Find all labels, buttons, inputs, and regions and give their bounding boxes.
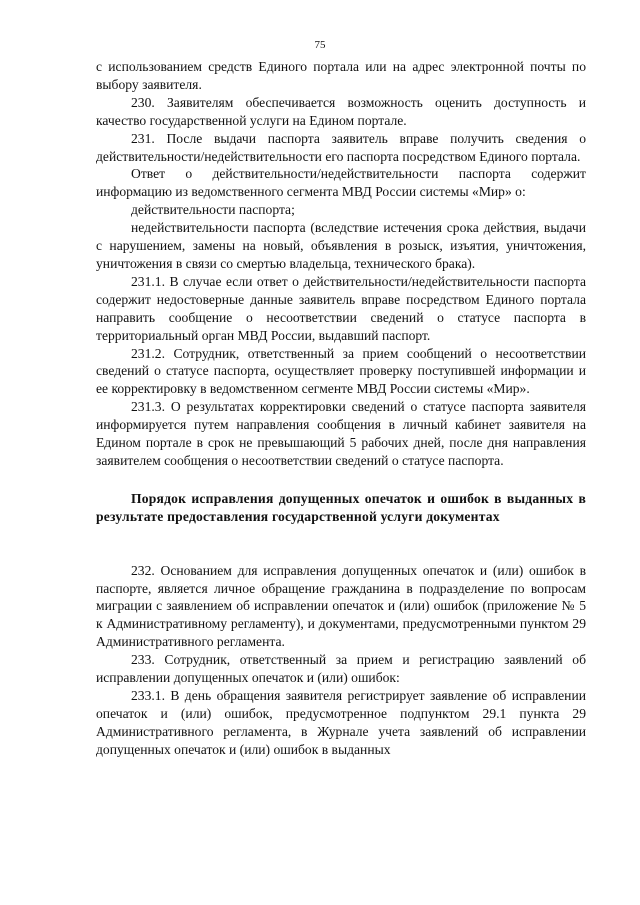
paragraph-231: 231. После выдачи паспорта заявитель вправе получить сведения о действительности/недействительности его паспорта посредством Единого портала.	[96, 130, 586, 164]
paragraph-230: 230. Заявителям обеспечивается возможность оценить доступность и качество государственной услуги на Едином портале.	[96, 94, 586, 128]
paragraph-invalidity-item: недействительности паспорта (вследствие истечения срока действия, выдачи с нарушением, замены на новый, объявления в розыск, изъятия, уничтожения, уничтожения в связи со смертью владельца, технического брака).	[96, 220, 586, 271]
paragraph-answer-info: Ответ о действительности/недействительности паспорта содержит информацию из ведомственного сегмента МВД России системы «Мир» о:	[96, 166, 586, 200]
paragraph-232: 232. Основанием для исправления допущенных опечаток и (или) ошибок в паспорте, является личное обращение гражданина в подразделение по вопросам миграции с заявлением об исправлении опечаток и (или) ошибок (приложение № 5 к Административному регламенту), и документами, предусмотренными пунктом 29 Административного регламента.	[96, 562, 586, 650]
paragraph-231-3: 231.3. О результатах корректировки сведений о статусе паспорта заявителя информируется путем направления сообщения в личный кабинет заявителя на Едином портале в срок не превышающий 5 рабочих дней, после дня направления заявителем сообщения о несоответствии сведений о статусе паспорта.	[96, 399, 586, 468]
paragraph-231-2: 231.2. Сотрудник, ответственный за прием сообщений о несоответствии сведений о статусе паспорта, осуществляет проверку поступившей информации и ее корректировку в ведомственном сегменте МВД России системы «Мир».	[96, 345, 586, 397]
paragraph-validity-item: действительности паспорта;	[131, 202, 295, 218]
paragraph-231-1: 231.1. В случае если ответ о действительности/недействительности паспорта содержит недостоверные данные заявитель вправе посредством Единого портала направить сообщение о несоответствии сведений о статусе паспорта в территориальный орган МВД России, выдавший паспорт.	[96, 273, 586, 343]
document-body	[96, 58, 586, 759]
page-number: 75	[314, 39, 326, 51]
paragraph-233: 233. Сотрудник, ответственный за прием и регистрацию заявлений об исправлении допущенных опечаток и (или) ошибок:	[96, 652, 586, 686]
paragraph-233-1: 233.1. В день обращения заявителя регистрирует заявление об исправлении опечаток и (или) ошибок, предусмотренное подпунктом 29.1 пункта 29 Административного регламента, в Журнале учета заявлений об исправлении допущенных опечаток и (или) ошибок в выданных	[96, 688, 586, 757]
paragraph-continuation: с использованием средств Единого портала или на адрес электронной почты по выбору заявителя.	[96, 59, 586, 92]
section-heading: Порядок исправления допущенных опечаток и ошибок в выданных в результате предоставления государственной услуги документах	[96, 490, 586, 524]
